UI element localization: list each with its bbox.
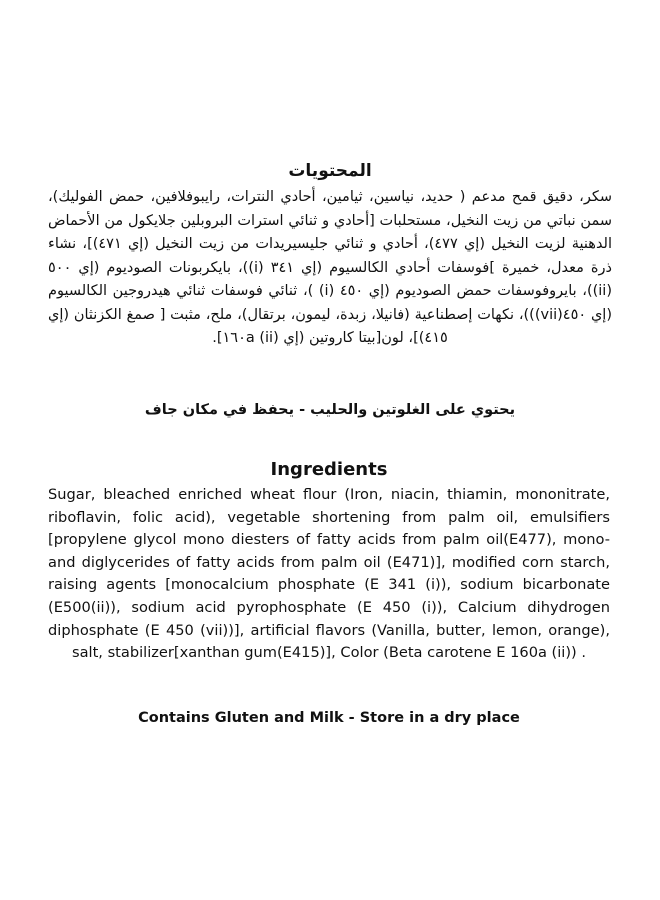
arabic-allergen-storage-note: يحتوي على الغلوتين والحليب - يحفظ في مكان جاف xyxy=(144,402,516,418)
arabic-ingredients-text: سكر، دقيق قمح مدعم ( حديد، نياسين، ثيامين، أحادي النترات، رايبوفلافين، حمض الفوليك)، سمن نباتي من زيت النخيل، مستحلبات [أحادي و ثنائي استرات البروبلين جلايكول من الأحماض الدهنية لزيت النخيل (إي ٤٧٧)، أحادي و ثنائي جليسيريدات من زيت النخيل (إي ٤٧١)]، نشاء ذرة معدل، خميرة ]فوسفات أحادي الكالسيوم (إي ٣٤١ (i))، بايكربونات الصوديوم (إي ٥٠٠ (ii))، بايروفوسفات حمض الصوديوم (إي ٤٥٠ (i) )، ثنائي فوسفات ثنائي هيدروجين الكالسيوم (إي ٤٥٠(vii)))، نكهات إصطناعية (فانيلا، زبدة، ليمون، برتقال)، ملح، مثبت [ صمغ الكزنثان (إي ٤١٥)]، لون[بيتا كاروتين (إي ١٦٠a (ii)]. xyxy=(48,189,613,346)
english-ingredients-section xyxy=(48,457,610,665)
arabic-ingredients-title: المحتويات xyxy=(288,161,372,181)
english-ingredients-title: Ingredients xyxy=(270,459,388,480)
arabic-ingredients-section xyxy=(48,158,612,351)
english-allergen-storage-note: Contains Gluten and Milk - Store in a dry place xyxy=(138,710,520,726)
english-ingredients-text: Sugar, bleached enriched wheat flour (Iron, niacin, thiamin, mononitrate, riboflavin, folic acid), vegetable shortening from palm oil, emulsifiers [propylene glycol mono diesters of fatty acids from palm oil(E477), mono- and diglycerides of fatty acids from palm oil (E471)], modified corn starch, raising agents [monocalcium phosphate (E 341 (i)), sodium bicarbonate (E500(ii)), sodium acid pyrophosphate (E 450 (i)), Calcium dihydrogen diphosphate (E 450 (vii))], artificial flavors (Vanilla, butter, lemon, orange), salt, stabilizer[xanthan gum(E415)], Color (Beta carotene E 160a (ii)) . xyxy=(48,486,610,662)
